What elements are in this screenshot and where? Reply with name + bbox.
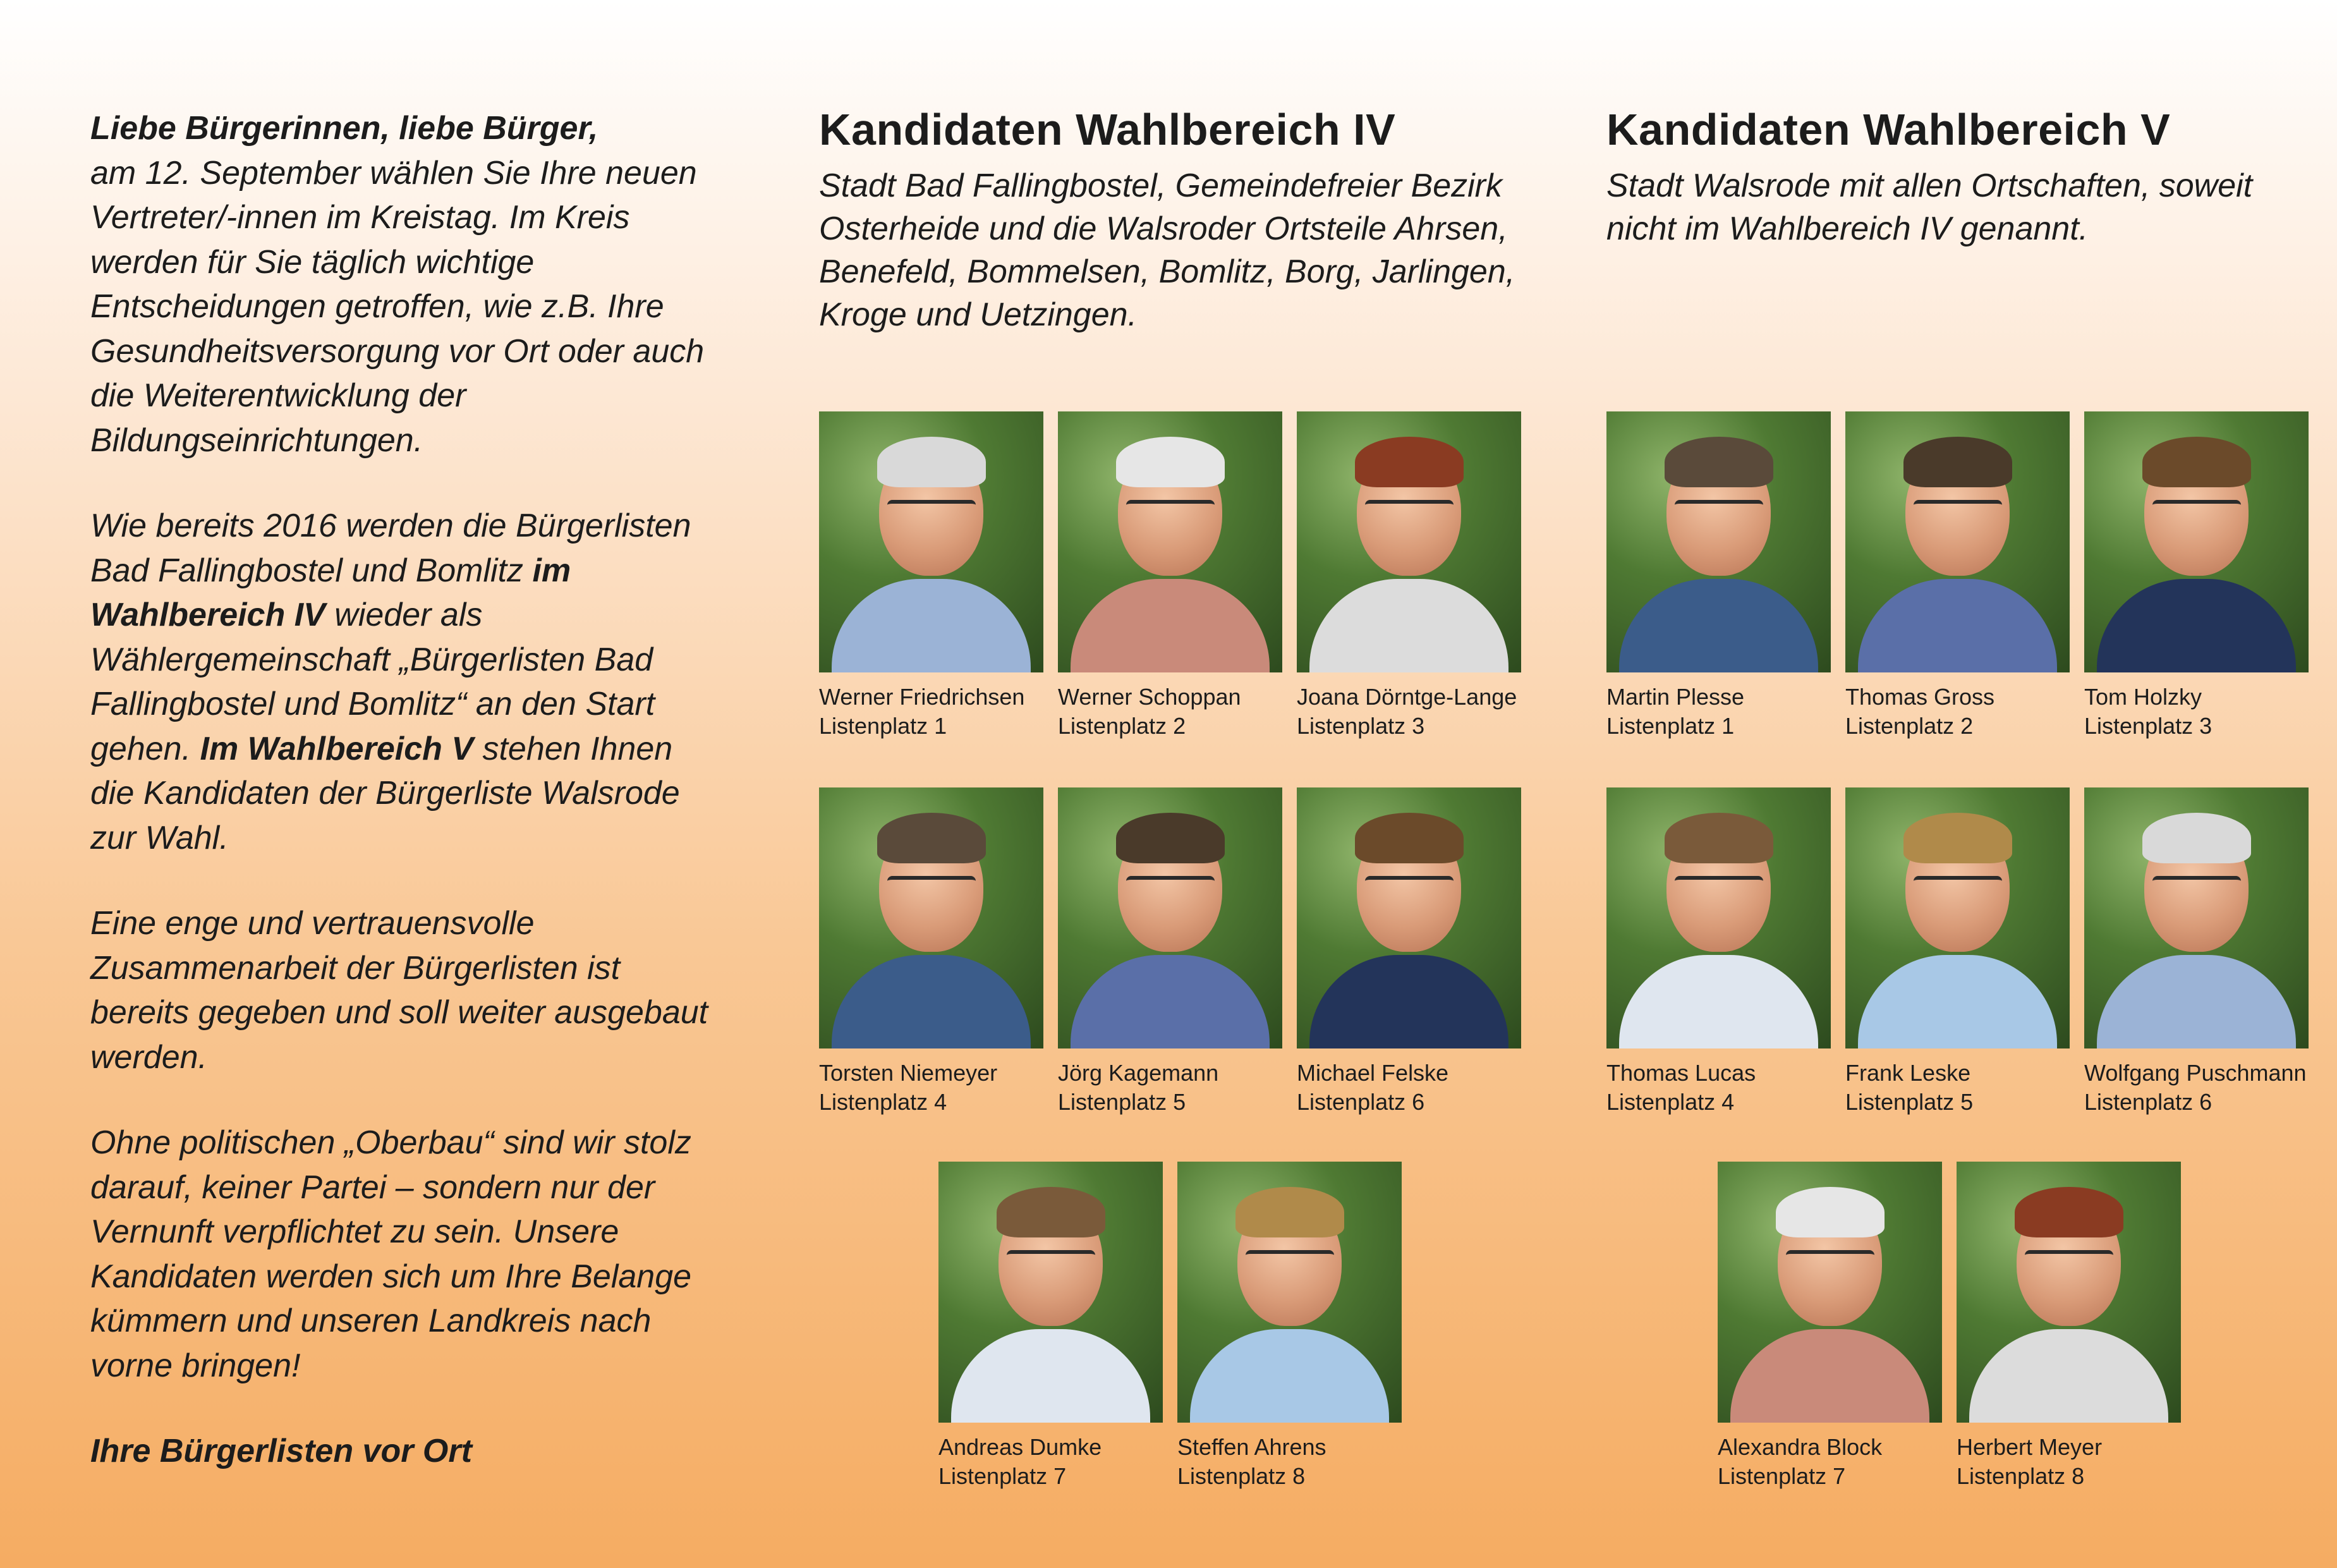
candidate-name: Jörg Kagemann (1058, 1060, 1219, 1086)
candidate-name: Wolfgang Puschmann (2084, 1060, 2307, 1086)
candidate-name: Thomas Gross (1845, 684, 1995, 710)
column-4-title: Kandidaten Wahlbereich IV (819, 105, 1396, 154)
candidate-card (1606, 411, 1831, 741)
candidate-photo (1058, 411, 1282, 672)
candidate-list-place: Listenplatz 5 (1058, 1089, 1186, 1115)
candidate-list-place: Listenplatz 4 (819, 1089, 947, 1115)
intro-p2-bold-b: Im Wahlbereich V (200, 730, 474, 767)
candidate-photo (1606, 411, 1831, 672)
candidate-list-place: Listenplatz 7 (1718, 1463, 1846, 1489)
candidate-name: Michael Felske (1297, 1060, 1449, 1086)
column-wahlbereich-4 (819, 101, 1539, 336)
candidate-photo (1845, 411, 2070, 672)
candidate-photo (1845, 787, 2070, 1048)
column-wahlbereich-5 (1606, 101, 2327, 250)
candidate-list-place: Listenplatz 5 (1845, 1089, 1974, 1115)
candidate-name: Torsten Niemeyer (819, 1060, 998, 1086)
candidate-card (1297, 787, 1521, 1117)
candidate-list-place: Listenplatz 2 (1845, 713, 1974, 739)
candidate-photo (1606, 787, 1831, 1048)
candidate-name: Werner Friedrichsen (819, 684, 1025, 710)
candidate-list-place: Listenplatz 6 (1297, 1089, 1425, 1115)
candidate-photo (1297, 411, 1521, 672)
candidate-card (819, 411, 1043, 741)
candidate-card (1058, 787, 1282, 1117)
intro-text (90, 106, 722, 1474)
candidate-list-place: Listenplatz 2 (1058, 713, 1186, 739)
candidate-card (1297, 411, 1521, 741)
candidate-photo (1177, 1162, 1402, 1423)
intro-paragraph-3: Eine enge und vertrauensvolle Zusammenarbeit der Bürgerlisten ist bereits gegeben und soll weiter ausgebaut werden. (90, 905, 708, 1076)
candidate-list-place: Listenplatz 1 (819, 713, 947, 739)
candidate-card (2084, 411, 2309, 741)
candidate-photo (1718, 1162, 1942, 1423)
intro-paragraph-1: am 12. September wählen Sie Ihre neuen Vertreter/-innen im Kreistag. Im Kreis werden für Sie täglich wichtige Entscheidungen getroffen, wie z.B. Ihre Gesundheitsversorgung vor Ort oder auch die Weiterentwicklung der Bildungseinrichtungen. (90, 154, 705, 459)
candidate-name: Thomas Lucas (1606, 1060, 1756, 1086)
candidate-card (1058, 411, 1282, 741)
intro-p2-text-c: stehen Ihnen die Kandidaten der Bürgerliste Walsrode zur Wahl. (90, 730, 680, 856)
candidate-card (819, 787, 1043, 1117)
intro-p2-text-a: Wie bereits 2016 werden die Bürgerlisten Bad Fallingbostel und Bomlitz (90, 507, 691, 589)
closing: Ihre Bürgerlisten vor Ort (90, 1433, 472, 1469)
candidate-card (938, 1162, 1163, 1491)
candidate-card (1957, 1162, 2181, 1491)
column-5-title: Kandidaten Wahlbereich V (1606, 105, 2171, 154)
candidate-card (1718, 1162, 1942, 1491)
candidate-card (1606, 787, 1831, 1117)
candidate-photo (938, 1162, 1163, 1423)
candidate-list-place: Listenplatz 1 (1606, 713, 1735, 739)
candidate-name: Werner Schoppan (1058, 684, 1241, 710)
candidate-photo (819, 411, 1043, 672)
candidate-photo (1957, 1162, 2181, 1423)
candidate-photo (2084, 787, 2309, 1048)
candidate-name: Tom Holzky (2084, 684, 2202, 710)
candidate-card (1845, 411, 2070, 741)
candidate-card (2084, 787, 2309, 1117)
greeting: Liebe Bürgerinnen, liebe Bürger, (90, 110, 598, 147)
candidate-list-place: Listenplatz 7 (938, 1463, 1067, 1489)
candidate-list-place: Listenplatz 3 (1297, 713, 1425, 739)
intro-p2-text-b: wieder als Wählergemeinschaft „Bürgerlisten Bad Fallingbostel und Bomlitz“ an den Start gehen. (90, 597, 655, 767)
candidate-photo (1297, 787, 1521, 1048)
candidate-name: Andreas Dumke (938, 1434, 1102, 1460)
candidate-list-place: Listenplatz 3 (2084, 713, 2213, 739)
candidate-list-place: Listenplatz 6 (2084, 1089, 2213, 1115)
candidate-name: Herbert Meyer (1957, 1434, 2103, 1460)
candidate-photo (1058, 787, 1282, 1048)
candidate-photo (819, 787, 1043, 1048)
candidate-photo (2084, 411, 2309, 672)
candidate-card (1845, 787, 2070, 1117)
intro-paragraph-4: Ohne politischen „Oberbau“ sind wir stolz darauf, keiner Partei – sondern nur der Vernunft verpflichtet zu sein. Unsere Kandidaten werden sich um Ihre Belange kümmern und unseren Landkreis nach vorne bringen! (90, 1124, 692, 1384)
candidate-list-place: Listenplatz 4 (1606, 1089, 1735, 1115)
candidate-list-place: Listenplatz 8 (1957, 1463, 2085, 1489)
candidate-card (1177, 1162, 1402, 1491)
intro-paragraph-2 (90, 504, 722, 860)
column-5-subtitle: Stadt Walsrode mit allen Ortschaften, soweit nicht im Wahlbereich IV genannt. (1606, 167, 2253, 247)
candidate-name: Frank Leske (1845, 1060, 1971, 1086)
candidate-name: Martin Plesse (1606, 684, 1745, 710)
candidate-name: Steffen Ahrens (1177, 1434, 1326, 1460)
intro-p2-bold-a: im Wahlbereich IV (90, 552, 571, 633)
candidate-list-place: Listenplatz 8 (1177, 1463, 1306, 1489)
candidate-name: Alexandra Block (1718, 1434, 1883, 1460)
column-4-subtitle: Stadt Bad Fallingbostel, Gemeindefreier Bezirk Osterheide und die Walsroder Ortsteile Ahrsen, Benefeld, Bommelsen, Bomlitz, Borg, Jarlingen, Kroge und Uetzingen. (819, 167, 1515, 333)
candidate-name: Joana Dörntge-Lange (1297, 684, 1517, 710)
